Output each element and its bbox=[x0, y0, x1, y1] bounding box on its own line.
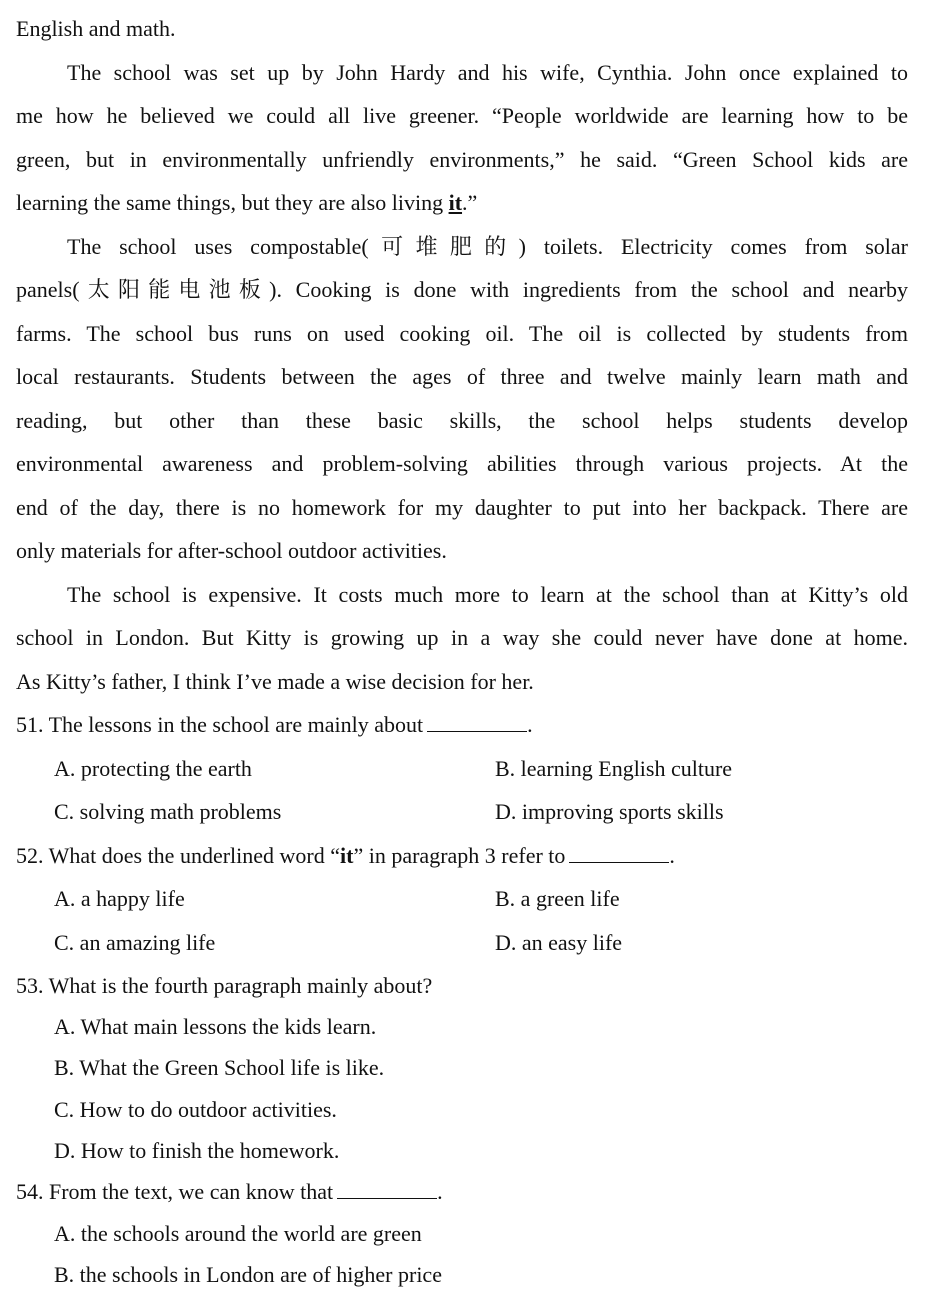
question-text: 52. What does the underlined word “ bbox=[16, 843, 341, 868]
option-a: A. protecting the earth bbox=[54, 756, 252, 781]
question-text: 51. The lessons in the school are mainly about bbox=[16, 712, 424, 737]
passage-line: reading, but other than these basic skills, the school helps students develop bbox=[16, 408, 908, 433]
option-a: A. the schools around the world are green bbox=[54, 1221, 422, 1246]
option-b: B. learning English culture bbox=[495, 756, 733, 781]
answer-blank bbox=[427, 713, 527, 732]
passage-line: farms. The school bus runs on used cooking oil. The oil is collected by students from bbox=[16, 321, 908, 346]
option-b: B. What the Green School life is like. bbox=[54, 1055, 385, 1080]
passage-line: me how he believed we could all live greener. “People worldwide are learning how to be bbox=[16, 103, 908, 128]
passage-line: English and math. bbox=[16, 16, 176, 41]
option-c: C. How to do outdoor activities. bbox=[54, 1097, 337, 1122]
passage-text: learning the same things, but they are also living bbox=[16, 190, 449, 215]
answer-blank bbox=[569, 844, 669, 863]
passage-line: The school is expensive. It costs much more to learn at the school than at Kitty’s old bbox=[67, 582, 908, 607]
question-keyword: it bbox=[340, 843, 354, 868]
passage-line: only materials for after-school outdoor activities. bbox=[16, 538, 447, 563]
option-a: A. What main lessons the kids learn. bbox=[54, 1014, 377, 1039]
passage-line: panels(太阳能电池板). Cooking is done with ingredients from the school and nearby bbox=[16, 277, 908, 302]
answer-blank bbox=[337, 1180, 437, 1199]
question-stem bbox=[16, 711, 533, 739]
question-end: . bbox=[669, 843, 675, 868]
option-b: B. the schools in London are of higher price bbox=[54, 1262, 442, 1287]
passage-line bbox=[16, 189, 477, 217]
passage-line: green, but in environmentally unfriendly environments,” he said. “Green School kids are bbox=[16, 147, 908, 172]
question-end: . bbox=[437, 1179, 443, 1204]
option-b: B. a green life bbox=[495, 886, 620, 911]
underlined-word: it bbox=[448, 190, 463, 215]
passage-line: The school was set up by John Hardy and his wife, Cynthia. John once explained to bbox=[67, 60, 908, 85]
option-a: A. a happy life bbox=[54, 886, 185, 911]
question-stem bbox=[16, 1178, 443, 1206]
option-d: D. How to finish the homework. bbox=[54, 1138, 340, 1163]
question-text: ” in paragraph 3 refer to bbox=[353, 843, 566, 868]
question-stem: 53. What is the fourth paragraph mainly about? bbox=[16, 973, 433, 998]
passage-line: The school uses compostable(可堆肥的) toilets. Electricity comes from solar bbox=[67, 234, 908, 259]
passage-line: local restaurants. Students between the ages of three and twelve mainly learn math and bbox=[16, 364, 908, 389]
passage-line: school in London. But Kitty is growing up in a way she could never have done at home. bbox=[16, 625, 908, 650]
passage-line: environmental awareness and problem-solving abilities through various projects. At the bbox=[16, 451, 908, 476]
passage-line: end of the day, there is no homework for my daughter to put into her backpack. There are bbox=[16, 495, 908, 520]
option-c: C. solving math problems bbox=[54, 799, 282, 824]
question-stem bbox=[16, 842, 675, 870]
option-d: D. improving sports skills bbox=[495, 799, 724, 824]
question-text: 54. From the text, we can know that bbox=[16, 1179, 334, 1204]
option-d: D. an easy life bbox=[495, 930, 623, 955]
passage-line: As Kitty’s father, I think I’ve made a wise decision for her. bbox=[16, 669, 534, 694]
passage-text: .” bbox=[462, 190, 478, 215]
question-end: . bbox=[527, 712, 533, 737]
option-c: C. an amazing life bbox=[54, 930, 216, 955]
